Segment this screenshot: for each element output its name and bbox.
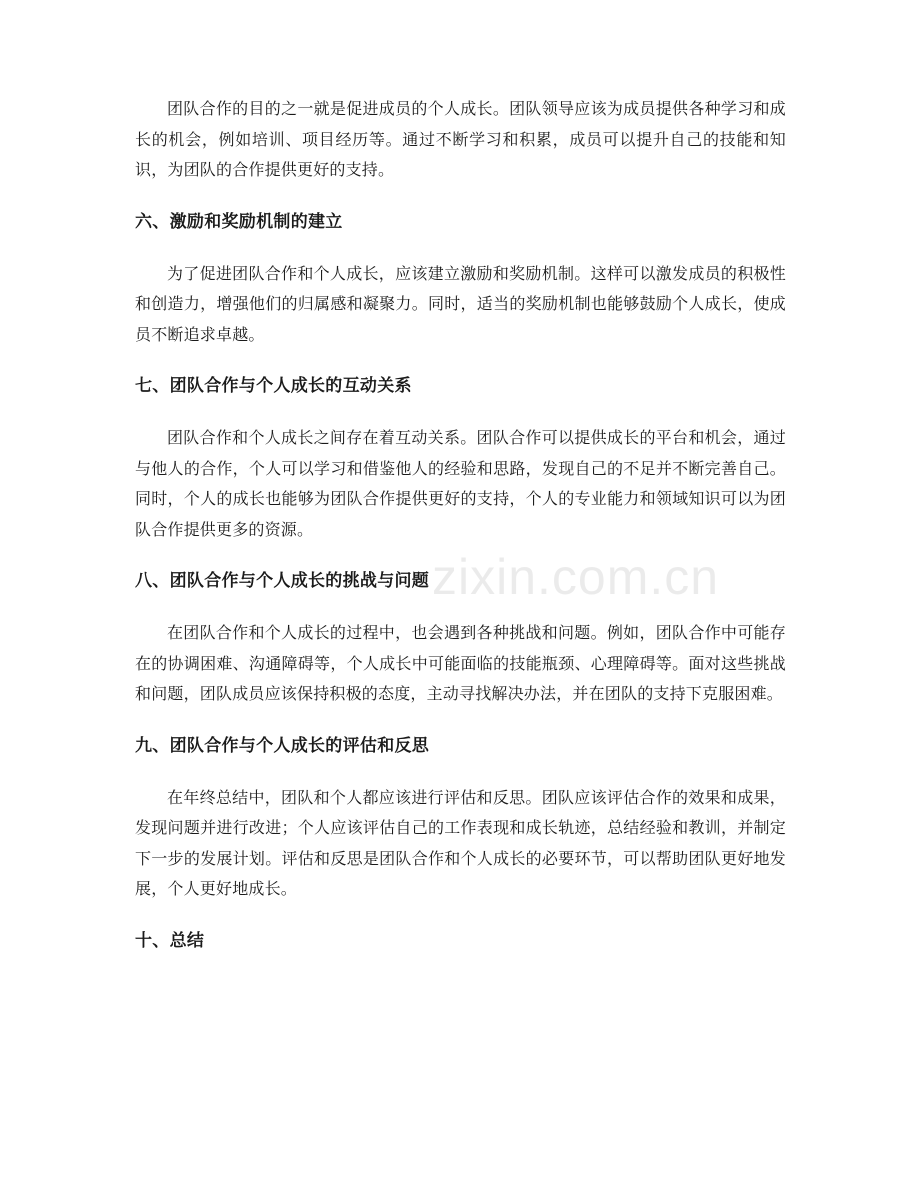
section-paragraph-7: 团队合作和个人成长之间存在着互动关系。团队合作可以提供成长的平台和机会，通过与他人的合作，个人可以学习和借鉴他人的经验和思路，发现自己的不足并不断完善自己。同时，个人的成长也能够为团队合作提供更好的支持，个人的专业能力和领域知识可以为团队合作提供更多的资源。 <box>135 428 786 539</box>
watermark-text: zixin.com.cn <box>432 549 720 605</box>
section-heading-8: 八、团队合作与个人成长的挑战与问题 <box>135 571 430 591</box>
section-heading-10: 十、总结 <box>135 930 205 951</box>
section-heading-7: 七、团队合作与个人成长的互动关系 <box>135 376 412 396</box>
section-paragraph-6: 为了促进团队合作和个人成长，应该建立激励和奖励机制。这样可以激发成员的积极性和创造力，增强他们的归属感和凝聚力。同时，适当的奖励机制也能够鼓励个人成长，使成员不断追求卓越。 <box>135 263 786 344</box>
section-paragraph-9: 在年终总结中，团队和个人都应该进行评估和反思。团队应该评估合作的效果和成果，发现问题并进行改进；个人应该评估自己的工作表现和成长轨迹，总结经验和教训，并制定下一步的发展计划。评估和反思是团队合作和个人成长的必要环节，可以帮助团队更好地发展，个人更好地成长。 <box>135 787 786 898</box>
section-paragraph-8: 在团队合作和个人成长的过程中，也会遇到各种挑战和问题。例如，团队合作中可能存在的协调困难、沟通障碍等，个人成长中可能面临的技能瓶颈、心理障碍等。面对这些挑战和问题，团队成员应该保持积极的态度，主动寻找解决办法，并在团队的支持下克服困难。 <box>135 623 786 703</box>
intro-paragraph: 团队合作的目的之一就是促进成员的个人成长。团队领导应该为成员提供各种学习和成长的机会，例如培训、项目经历等。通过不断学习和积累，成员可以提升自己的技能和知识，为团队的合作提供更好的支持。 <box>135 99 786 179</box>
section-heading-9: 九、团队合作与个人成长的评估和反思 <box>135 735 430 756</box>
section-heading-6: 六、激励和奖励机制的建立 <box>135 211 343 232</box>
